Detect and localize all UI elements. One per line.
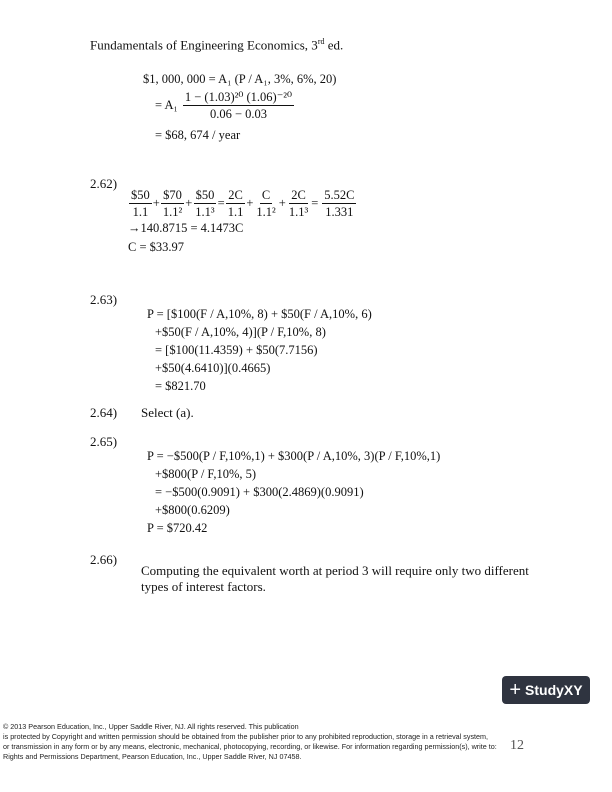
problem-266-label: 2.66) xyxy=(90,552,118,567)
header-title-tail: ed. xyxy=(324,37,344,53)
p262-n6: 2C xyxy=(291,188,306,202)
p262-n5: C xyxy=(261,188,271,202)
top-eq-denominator: 0.06 − 0.03 xyxy=(209,107,267,121)
problem-266-line1: Computing the equivalent worth at period 3 will require only two different xyxy=(141,563,529,578)
studyxy-logo xyxy=(502,676,590,704)
p262-n7: 5.52C xyxy=(324,188,355,202)
problem-264-label: 2.64) xyxy=(90,405,118,420)
top-eq-line2 xyxy=(155,90,295,121)
p262-n1: $50 xyxy=(131,188,150,202)
p262-d7: 1.331 xyxy=(325,205,354,219)
top-eq-fraction xyxy=(183,90,294,121)
problem-265-label: 2.65) xyxy=(90,434,118,449)
p262-d3: 1.1³ xyxy=(195,205,215,219)
problem-263-line4: +$50(4.6410)](0.4665) xyxy=(155,361,271,375)
footer-line4: Rights and Permissions Department, Pearson Education, Inc., Upper Saddle River, NJ 07458. xyxy=(3,752,302,761)
p262-frac3 xyxy=(193,188,216,219)
studyxy-logo-text: StudyXY xyxy=(525,682,583,698)
problem-263-line3: = [$100(11.4359) + $50(7.7156) xyxy=(155,343,318,357)
problem-264-text: Select (a). xyxy=(141,405,194,420)
p262-frac1 xyxy=(129,188,152,219)
p262-n2: $70 xyxy=(163,188,182,202)
header-title-sup: rd xyxy=(317,37,325,46)
top-eq-line3: = $68, 674 / year xyxy=(155,128,241,142)
p262-d2: 1.1² xyxy=(162,205,183,219)
p262-d4: 1.1 xyxy=(227,205,244,219)
p262-frac5 xyxy=(254,188,277,219)
problem-262-eq2: →140.8715 = 4.1473C xyxy=(128,221,244,235)
plus-icon: + xyxy=(509,679,522,701)
top-eq-line2-prefix: = A₁ xyxy=(155,98,178,112)
problem-262-label: 2.62) xyxy=(90,176,118,191)
problem-265-line5: P = $720.42 xyxy=(147,521,208,535)
p262-frac4 xyxy=(226,188,246,219)
problem-266-line2: types of interest factors. xyxy=(141,579,266,594)
p262-n4: 2C xyxy=(228,188,243,202)
p262-n3: $50 xyxy=(195,188,215,202)
problem-265-line2: +$800(P / F,10%, 5) xyxy=(155,467,257,481)
problem-265-line1: P = −$500(P / F,10%,1) + $300(P / A,10%, 3)(P / F,10%,1) xyxy=(147,449,441,463)
top-eq-numerator: 1 − (1.03)²⁰ (1.06)⁻²⁰ xyxy=(184,90,293,104)
problem-262-eq3: C = $33.97 xyxy=(128,240,185,254)
problem-263-line1: P = [$100(F / A,10%, 8) + $50(F / A,10%, 6) xyxy=(147,307,372,321)
p262-d5: 1.1² xyxy=(256,205,276,219)
p262-frac2 xyxy=(161,188,184,219)
footer-line2: is protected by Copyright and written permission should be obtained from the publisher prior to any prohibited reproduction, storage in a retrieval system, xyxy=(3,732,489,741)
p262-frac7 xyxy=(322,188,356,219)
header-title: Fundamentals of Engineering Economics, 3 xyxy=(90,37,318,53)
footer-line1: © 2013 Pearson Education, Inc., Upper Saddle River, NJ. All rights reserved. This publication xyxy=(3,722,299,731)
problem-265-line3: = −$500(0.9091) + $300(2.4869)(0.9091) xyxy=(155,485,364,499)
page-header xyxy=(90,37,343,53)
footer-line3: or transmission in any form or by any means, electronic, mechanical, photocopying, recording, or likewise. For information regarding permission(s), write to: xyxy=(3,742,497,751)
p262-frac6 xyxy=(287,188,310,219)
problem-263-line5: = $821.70 xyxy=(155,379,206,393)
p262-d6: 1.1³ xyxy=(288,205,309,219)
problem-263-label: 2.63) xyxy=(90,292,118,307)
problem-263-line2: +$50(F / A,10%, 4)](P / F,10%, 8) xyxy=(155,325,326,339)
problem-262-eq1: $\frac{\$50}{1.1}$ + $\frac{\$70}{\text{1.1²}}$ + $\frac{\$50}{\text{1.1³}}$ = $\frac{2C}{1.1}$ + $\frac{C}{\text{1.1²}}$ + $\frac{2C}{\text{1.1³}}$ = $\frac{5.52C}{1.331}$ xyxy=(131,188,355,219)
problem-265-line4: +$800(0.6209) xyxy=(155,503,230,517)
top-eq-line1: $1, 000, 000 = A₁ (P / A₁, 3%, 6%, 20) xyxy=(143,72,337,86)
page-number: 12 xyxy=(510,738,524,753)
p262-d1: 1.1 xyxy=(132,205,149,219)
